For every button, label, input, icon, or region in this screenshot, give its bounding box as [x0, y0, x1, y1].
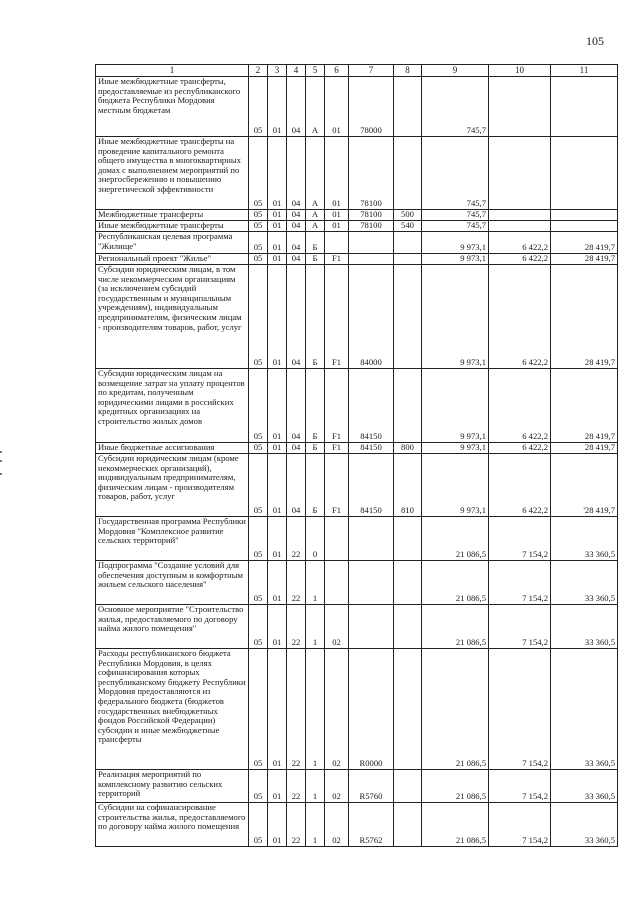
code-cell: 22	[287, 605, 306, 649]
code-cell: А	[306, 137, 325, 210]
amount-cell: 9 973,1	[422, 232, 489, 254]
table-row	[96, 443, 618, 454]
code-cell: 05	[249, 803, 268, 847]
scan-mark	[0, 460, 2, 462]
code-cell: 01	[325, 210, 349, 221]
code-cell	[325, 517, 349, 561]
amount-cell: 745,7	[422, 210, 489, 221]
code-cell: R5762	[349, 803, 394, 847]
code-cell: 22	[287, 770, 306, 803]
table-row	[96, 605, 618, 649]
table-row	[96, 221, 618, 232]
row-name-cell: Субсидии юридическим лицам на возмещение затрат на уплату процентов по кредитам, полученным юридическими лицами в российских кредитных организациях на строительство жилых домов	[96, 369, 249, 443]
row-name-cell: Основное мероприятие "Строительство жилья, предоставляемого по договору найма жилого помещения"	[96, 605, 249, 649]
header-cell: 8	[394, 65, 422, 77]
code-cell: 02	[325, 803, 349, 847]
code-cell: 05	[249, 517, 268, 561]
code-cell	[394, 254, 422, 265]
code-cell: 1	[306, 803, 325, 847]
header-cell: 9	[422, 65, 489, 77]
amount-cell: 33 360,5	[551, 517, 618, 561]
amount-cell: 28 419,7	[551, 254, 618, 265]
code-cell: Б	[306, 254, 325, 265]
code-cell: 84000	[349, 265, 394, 369]
table-row	[96, 210, 618, 221]
amount-cell: 21 086,5	[422, 770, 489, 803]
page-number: 105	[586, 34, 604, 48]
code-cell: 84150	[349, 454, 394, 517]
code-cell: 04	[287, 221, 306, 232]
code-cell: F1	[325, 454, 349, 517]
header-cell: 7	[349, 65, 394, 77]
table-row	[96, 803, 618, 847]
code-cell: 01	[325, 137, 349, 210]
code-cell	[394, 561, 422, 605]
code-cell: Б	[306, 232, 325, 254]
row-name-cell: Субсидии на софинансирование строительства жилья, предоставляемого по договору найма жилого помещения	[96, 803, 249, 847]
amount-cell	[551, 210, 618, 221]
code-cell: 01	[268, 254, 287, 265]
row-name-cell: Подпрограмма "Создание условий для обеспечения доступным и комфортным жильем сельского населения"	[96, 561, 249, 605]
code-cell: 01	[268, 221, 287, 232]
code-cell: 1	[306, 770, 325, 803]
code-cell: 84150	[349, 369, 394, 443]
code-cell: Б	[306, 454, 325, 517]
amount-cell: 21 086,5	[422, 517, 489, 561]
code-cell: 78100	[349, 137, 394, 210]
code-cell: 02	[325, 649, 349, 770]
code-cell: 500	[394, 210, 422, 221]
code-cell	[394, 770, 422, 803]
code-cell: 22	[287, 803, 306, 847]
code-cell: 01	[268, 454, 287, 517]
code-cell: 01	[268, 232, 287, 254]
code-cell: 78100	[349, 210, 394, 221]
code-cell	[394, 803, 422, 847]
row-name-cell: Иные бюджетные ассигнования	[96, 443, 249, 454]
amount-cell: 33 360,5	[551, 561, 618, 605]
code-cell	[394, 232, 422, 254]
code-cell: F1	[325, 265, 349, 369]
code-cell: F1	[325, 443, 349, 454]
header-cell: 3	[268, 65, 287, 77]
code-cell: R0000	[349, 649, 394, 770]
amount-cell: 9 973,1	[422, 454, 489, 517]
code-cell: 04	[287, 77, 306, 137]
amount-cell: 33 360,5	[551, 803, 618, 847]
table-row	[96, 254, 618, 265]
code-cell	[394, 137, 422, 210]
table-row	[96, 137, 618, 210]
code-cell: 04	[287, 369, 306, 443]
row-name-cell: Иные межбюджетные трансферты, предоставляемые из республиканского бюджета Республики Мордовия местным бюджетам	[96, 77, 249, 137]
amount-cell: 33 360,5	[551, 770, 618, 803]
code-cell: 800	[394, 443, 422, 454]
code-cell: 01	[268, 517, 287, 561]
amount-cell	[489, 210, 551, 221]
amount-cell: 6 422,2	[489, 369, 551, 443]
row-name-cell: Республиканская целевая программа "Жилище"	[96, 232, 249, 254]
code-cell: 04	[287, 232, 306, 254]
code-cell: А	[306, 210, 325, 221]
code-cell	[394, 649, 422, 770]
code-cell: А	[306, 221, 325, 232]
header-cell: 1	[96, 65, 249, 77]
code-cell	[349, 232, 394, 254]
amount-cell: 9 973,1	[422, 369, 489, 443]
amount-cell: 6 422,2	[489, 232, 551, 254]
table-body	[96, 77, 618, 847]
amount-cell	[489, 137, 551, 210]
amount-cell: 7 154,2	[489, 517, 551, 561]
amount-cell: '28 419,7	[551, 454, 618, 517]
amount-cell: 21 086,5	[422, 803, 489, 847]
code-cell: 02	[325, 770, 349, 803]
code-cell: 05	[249, 232, 268, 254]
code-cell: 05	[249, 369, 268, 443]
header-row	[96, 65, 618, 77]
code-cell: 05	[249, 77, 268, 137]
code-cell: 05	[249, 221, 268, 232]
code-cell: Б	[306, 369, 325, 443]
code-cell: 22	[287, 649, 306, 770]
code-cell: А	[306, 77, 325, 137]
row-name-cell: Субсидии юридическим лицам (кроме некоммерческих организаций), индивидуальным предпринимателям, физическим лицам - производителям товаров, работ, услуг	[96, 454, 249, 517]
amount-cell: 745,7	[422, 137, 489, 210]
header-cell: 10	[489, 65, 551, 77]
code-cell: 1	[306, 561, 325, 605]
code-cell: 05	[249, 770, 268, 803]
amount-cell	[551, 137, 618, 210]
amount-cell	[551, 221, 618, 232]
code-cell	[394, 605, 422, 649]
code-cell	[394, 369, 422, 443]
amount-cell: 6 422,2	[489, 443, 551, 454]
code-cell: 01	[268, 561, 287, 605]
code-cell	[394, 517, 422, 561]
amount-cell: 6 422,2	[489, 454, 551, 517]
code-cell: 810	[394, 454, 422, 517]
code-cell: 1	[306, 649, 325, 770]
amount-cell: 28 419,7	[551, 232, 618, 254]
code-cell: 04	[287, 443, 306, 454]
header-cell: 6	[325, 65, 349, 77]
code-cell: 01	[268, 605, 287, 649]
amount-cell: 28 419,7	[551, 443, 618, 454]
code-cell: Б	[306, 443, 325, 454]
code-cell: 05	[249, 454, 268, 517]
code-cell: 01	[268, 649, 287, 770]
header-cell: 4	[287, 65, 306, 77]
amount-cell: 7 154,2	[489, 605, 551, 649]
amount-cell: 33 360,5	[551, 649, 618, 770]
code-cell: F1	[325, 369, 349, 443]
code-cell: 01	[268, 803, 287, 847]
amount-cell: 7 154,2	[489, 561, 551, 605]
code-cell: 78000	[349, 77, 394, 137]
amount-cell: 21 086,5	[422, 561, 489, 605]
table-row	[96, 649, 618, 770]
scan-mark	[0, 451, 2, 453]
amount-cell: 9 973,1	[422, 443, 489, 454]
header-cell: 5	[306, 65, 325, 77]
code-cell: 01	[268, 369, 287, 443]
row-name-cell: Реализация мероприятий по комплексному развитию сельских территорий	[96, 770, 249, 803]
code-cell: 01	[268, 210, 287, 221]
amount-cell: 9 973,1	[422, 254, 489, 265]
code-cell: 04	[287, 254, 306, 265]
code-cell: 01	[325, 221, 349, 232]
code-cell: 01	[268, 265, 287, 369]
code-cell	[349, 254, 394, 265]
row-name-cell: Расходы республиканского бюджета Республики Мордовия, в целях софинансирования которых республиканскому бюджету Республики Мордовия предоставляются из федерального бюджета (бюджетов государственных внебюджетных фондов Российской Федерации) субсидии и иные межбюджетные трансферты	[96, 649, 249, 770]
amount-cell: 33 360,5	[551, 605, 618, 649]
header-cell: 11	[551, 65, 618, 77]
amount-cell: 6 422,2	[489, 254, 551, 265]
amount-cell	[551, 77, 618, 137]
code-cell	[325, 232, 349, 254]
table-row	[96, 369, 618, 443]
table-row	[96, 454, 618, 517]
code-cell: 01	[325, 77, 349, 137]
code-cell: 0	[306, 517, 325, 561]
code-cell: 02	[325, 605, 349, 649]
code-cell: 01	[268, 770, 287, 803]
code-cell: 04	[287, 454, 306, 517]
code-cell	[394, 265, 422, 369]
code-cell: 540	[394, 221, 422, 232]
code-cell: 05	[249, 443, 268, 454]
code-cell: 78100	[349, 221, 394, 232]
code-cell: 05	[249, 605, 268, 649]
amount-cell: 9 973,1	[422, 265, 489, 369]
table-row	[96, 265, 618, 369]
code-cell: 01	[268, 77, 287, 137]
row-name-cell: Государственная программа Республики Мордовия "Комплексное развитие сельских территорий"	[96, 517, 249, 561]
row-name-cell: Иные межбюджетные трансферты	[96, 221, 249, 232]
code-cell	[349, 517, 394, 561]
code-cell: 22	[287, 517, 306, 561]
table-row	[96, 770, 618, 803]
table-row	[96, 517, 618, 561]
table-row	[96, 232, 618, 254]
code-cell: 01	[268, 137, 287, 210]
table-row	[96, 77, 618, 137]
code-cell	[325, 561, 349, 605]
amount-cell: 28 419,7	[551, 369, 618, 443]
header-cell: 2	[249, 65, 268, 77]
row-name-cell: Межбюджетные трансферты	[96, 210, 249, 221]
code-cell	[349, 561, 394, 605]
row-name-cell: Иные межбюджетные трансферты на проведение капитального ремонта общего имущества в многоквартирных домах с выполнением мероприятий по энергосбережению и повышению энергетической эффективности	[96, 137, 249, 210]
code-cell: 05	[249, 254, 268, 265]
row-name-cell: Субсидии юридическим лицам, в том числе некоммерческим организациям (за исключением субсидий государственным и муниципальным учреждениям), индивидуальным предпринимателям, физическим лицам - производителям товаров, работ, услуг	[96, 265, 249, 369]
code-cell: 05	[249, 210, 268, 221]
code-cell: 05	[249, 265, 268, 369]
row-name-cell: Региональный проект "Жилье"	[96, 254, 249, 265]
amount-cell: 6 422,2	[489, 265, 551, 369]
code-cell: 05	[249, 137, 268, 210]
code-cell: 84150	[349, 443, 394, 454]
code-cell: 05	[249, 561, 268, 605]
code-cell: 1	[306, 605, 325, 649]
table-row	[96, 561, 618, 605]
amount-cell: 745,7	[422, 221, 489, 232]
amount-cell: 745,7	[422, 77, 489, 137]
budget-table	[95, 64, 618, 847]
scan-mark	[0, 473, 2, 475]
amount-cell: 28 419,7	[551, 265, 618, 369]
amount-cell: 21 086,5	[422, 649, 489, 770]
code-cell: 05	[249, 649, 268, 770]
amount-cell	[489, 221, 551, 232]
amount-cell: 7 154,2	[489, 649, 551, 770]
code-cell: 04	[287, 137, 306, 210]
code-cell	[394, 77, 422, 137]
code-cell: 04	[287, 265, 306, 369]
amount-cell	[489, 77, 551, 137]
amount-cell: 7 154,2	[489, 803, 551, 847]
code-cell: 22	[287, 561, 306, 605]
code-cell: R5760	[349, 770, 394, 803]
amount-cell: 21 086,5	[422, 605, 489, 649]
code-cell: 04	[287, 210, 306, 221]
code-cell	[349, 605, 394, 649]
code-cell: 01	[268, 443, 287, 454]
amount-cell: 7 154,2	[489, 770, 551, 803]
code-cell: Б	[306, 265, 325, 369]
code-cell: F1	[325, 254, 349, 265]
